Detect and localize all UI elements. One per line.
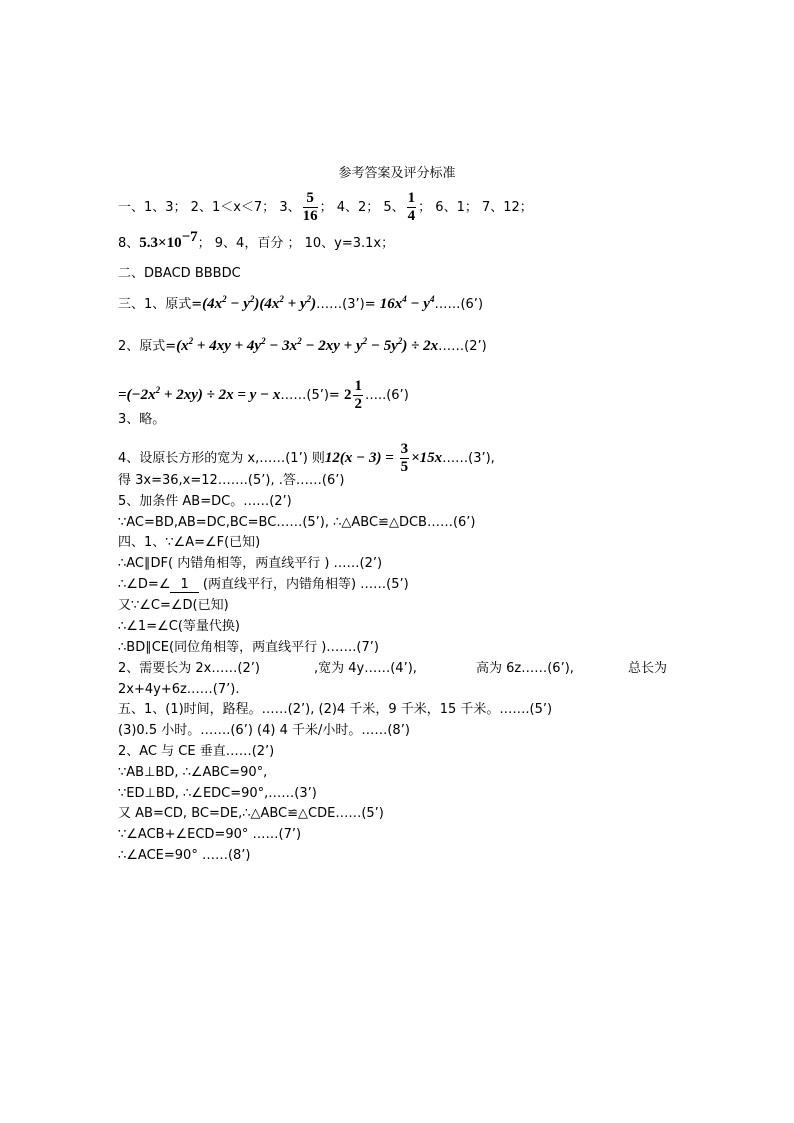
math-part: (x xyxy=(176,338,189,354)
sec1-text-b: ； 4、2； 5、 xyxy=(319,200,405,215)
text-line: 5、加条件 AB=DC。……(2’) xyxy=(118,494,292,509)
text-line: 五、1、(1)时间，路程。……(2’), (2)4 千米，9 千米，15 千米。…….(5’) xyxy=(118,702,553,717)
math-part: ) ÷ 2x xyxy=(402,338,439,354)
score-mark: ……(6’) xyxy=(434,297,484,312)
text-line: ∵AB⊥BD, ∴∠ABC=90°, xyxy=(118,765,268,780)
q4-label: 4、设原长方形的宽为 x,……(1’) 则 xyxy=(118,451,325,466)
text-line: ∴∠ACE=90° ……(8’) xyxy=(118,848,251,863)
sec1-text-c: ； 6、1； 7、12； xyxy=(418,200,533,215)
section-2-line: 二、DBACD BBBDC xyxy=(118,266,241,281)
exponent: 2 xyxy=(188,336,194,346)
frac-num: 1 xyxy=(354,378,362,394)
text-line: ∴AC∥DF( 内错角相等，两直线平行 ) ……(2’) xyxy=(118,556,383,571)
fraction-3-5 xyxy=(400,441,410,476)
math-part: − y xyxy=(406,296,430,312)
math-part: =(−2x xyxy=(118,387,156,403)
math-part: ) xyxy=(311,296,317,312)
q2-label: 2、原式= xyxy=(118,339,177,354)
line8-prefix: 8、 xyxy=(118,236,140,251)
section-3-q1 xyxy=(118,296,483,313)
line-8 xyxy=(118,229,395,252)
math-expr xyxy=(202,296,316,312)
section-3-q3: 3、略。 xyxy=(118,412,166,427)
q1-label: 三、1、原式= xyxy=(118,297,203,312)
sci-exponent: −7 xyxy=(181,229,198,245)
fill-blank: 1 xyxy=(170,578,198,593)
frac-num: 5 xyxy=(303,190,318,208)
need-length: 2、需要长为 2x……(2’) xyxy=(118,661,260,676)
sec1-text-a: 一、1、3； 2、1＜x＜7； 3、 xyxy=(118,200,301,215)
line8-rest: ； 9、4，百分 ； 10、y=3.1x； xyxy=(197,236,395,251)
math-part: (4x xyxy=(202,296,223,312)
frac-den: 2 xyxy=(354,396,362,412)
text-line: ∵∠ACB+∠ECD=90° ……(7’) xyxy=(118,827,302,842)
math-part: − 2xy + y xyxy=(301,338,363,354)
need-width: ,宽为 4y……(4’), xyxy=(314,661,417,676)
exponent: 2 xyxy=(222,294,227,304)
text-line: 2、AC 与 CE 垂直……(2’) xyxy=(118,744,275,759)
need-height: 高为 6z……(6’), xyxy=(476,661,574,676)
need-total: 总长为 xyxy=(628,661,668,676)
math-part: )(4x xyxy=(254,296,280,312)
angle-line xyxy=(118,577,409,593)
angle-reason: (两直线平行，内错角相等) ……(5’) xyxy=(198,577,409,592)
fraction-1-4 xyxy=(407,190,417,225)
exponent: 2 xyxy=(297,336,302,346)
mixed-whole: 2 xyxy=(343,387,352,403)
score-mark: ……(3’), xyxy=(442,451,495,466)
math-part: − 5y xyxy=(367,338,398,354)
page-title: 参考答案及评分标准 xyxy=(338,166,456,181)
frac-den: 4 xyxy=(407,208,416,224)
math-part: + y xyxy=(283,296,307,312)
score-mark: ……(3’)= xyxy=(316,297,380,312)
frac-num: 3 xyxy=(400,441,409,457)
section-3-q4 xyxy=(118,441,495,476)
exponent: 2 xyxy=(279,294,284,304)
math-part: 12(x − 3) = xyxy=(324,450,398,466)
math-expr xyxy=(118,387,280,403)
math-part: + 2xy) ÷ 2x = y − x xyxy=(160,387,281,403)
text-line: ∵AC=BD,AB=DC,BC=BC……(5’), ∴△ABC≌△DCB……(6’) xyxy=(118,515,476,530)
text-line: 四、1、∵∠A=∠F(已知) xyxy=(118,535,261,550)
score-mark: …..(6’) xyxy=(364,388,409,403)
text-line: 得 3x=36,x=12…….(5’), .答……(6’) xyxy=(118,473,345,488)
exponent: 2 xyxy=(155,385,161,395)
fraction-5-16 xyxy=(303,190,318,225)
text-line: 2x+4y+6z……(7’). xyxy=(118,682,240,697)
text-line: ∴∠1=∠C(等量代换) xyxy=(118,619,240,634)
score-mark: ……(2’) xyxy=(438,339,487,354)
math-result xyxy=(380,296,435,312)
math-part: + 4xy + 4y xyxy=(193,338,262,354)
exponent: 4 xyxy=(402,294,407,304)
section-3-q2 xyxy=(118,338,487,355)
frac-den: 16 xyxy=(302,208,318,224)
exponent: 2 xyxy=(362,336,368,346)
math-expr xyxy=(176,338,438,354)
text-line: 又 AB=CD, BC=DE,∴△ABC≌△CDE……(5’) xyxy=(118,806,384,821)
exponent: 2 xyxy=(306,294,312,304)
sci-number: 5.3×10 xyxy=(139,235,182,251)
math-part: − 3x xyxy=(265,338,298,354)
exponent: 2 xyxy=(261,336,266,346)
exponent: 2 xyxy=(249,294,255,304)
text-line: (3)0.5 小时。…….(6’) (4) 4 千米/小时。……(8’) xyxy=(118,723,410,738)
text-line: 又∵∠C=∠D(已知) xyxy=(118,598,229,613)
section-1-line xyxy=(118,190,533,225)
score-mark: ……(5’)= xyxy=(280,388,344,403)
frac-num: 1 xyxy=(407,190,416,206)
exponent: 4 xyxy=(429,294,435,304)
fraction-1-2 xyxy=(353,378,363,413)
exponent: 2 xyxy=(397,336,403,346)
math-part: 16x xyxy=(379,296,403,312)
section-3-q2-cont xyxy=(118,378,409,413)
angle-prefix: ∴∠D=∠ xyxy=(118,577,171,592)
need-line xyxy=(118,661,678,677)
math-part: ×15x xyxy=(411,450,443,466)
frac-den: 5 xyxy=(400,459,409,475)
text-line: ∴BD∥CE(同位角相等，两直线平行 )…….(7’) xyxy=(118,640,379,655)
math-part: − y xyxy=(226,296,250,312)
text-line: ∵ED⊥BD, ∴∠EDC=90°,……(3’) xyxy=(118,786,317,801)
